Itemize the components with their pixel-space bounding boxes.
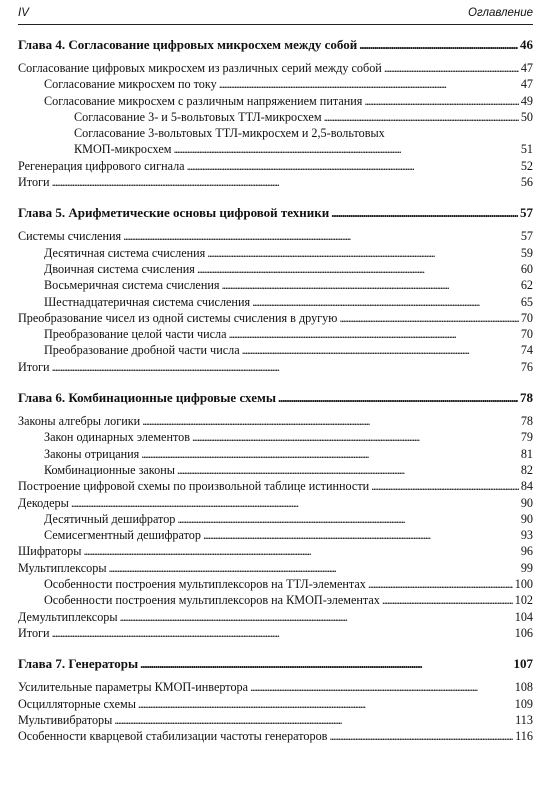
page-ref: 56 [520, 175, 533, 190]
page-ref: 113 [515, 712, 533, 727]
leader-dots [187, 158, 519, 174]
entry-title: Десятичный дешифратор [44, 511, 176, 526]
leader-dots [368, 576, 513, 592]
toc-entry[interactable] [18, 125, 533, 158]
page-ref: 78 [520, 390, 533, 406]
entry-title: Декодеры [18, 495, 69, 510]
leader-dots [329, 728, 513, 744]
leader-dots [177, 462, 519, 478]
leader-dots [384, 60, 519, 76]
toc-entry[interactable] [18, 76, 533, 92]
toc-entry[interactable] [18, 342, 533, 358]
chapter-section [18, 204, 533, 375]
entry-title: Преобразование чисел из одной системы счисления в другую [18, 310, 338, 325]
toc-entry[interactable] [18, 93, 533, 109]
entry-title: Двоичная система счисления [44, 261, 195, 276]
page-ref: 107 [513, 656, 533, 672]
leader-dots [371, 478, 519, 494]
leader-dots [339, 310, 518, 326]
page-ref: 82 [520, 462, 533, 477]
toc-entry[interactable] [18, 462, 533, 478]
leader-dots [221, 277, 518, 293]
page-ref: 90 [520, 495, 533, 510]
toc-entry[interactable] [18, 527, 533, 543]
chapter-section [18, 389, 533, 641]
leader-dots [142, 413, 519, 429]
leader-dots [52, 174, 519, 190]
entry-title: Закон одинарных элементов [44, 430, 190, 445]
chapter-heading[interactable] [18, 204, 533, 221]
entry-title: Мультиплексоры [18, 560, 107, 575]
page-ref: 47 [520, 77, 533, 92]
page-ref: 60 [520, 261, 533, 276]
toc-entry[interactable] [18, 228, 533, 244]
toc-entry[interactable] [18, 174, 533, 190]
leader-dots [140, 655, 511, 672]
entry-title: Десятичная система счисления [44, 245, 206, 260]
page-ref: 49 [520, 93, 533, 108]
toc-entry[interactable] [18, 359, 533, 375]
page-ref: 90 [520, 511, 533, 526]
page-ref: 51 [520, 142, 533, 157]
entry-title: Регенерация цифрового сигнала [18, 158, 185, 173]
toc-entry[interactable] [18, 277, 533, 293]
page-ref: 81 [520, 446, 533, 461]
chapter-title: Глава 5. Арифметические основы цифровой техники [18, 205, 330, 221]
entry-title: Комбинационные законы [44, 462, 175, 477]
page-ref: 65 [520, 294, 533, 309]
entry-title: Построение цифровой схемы по произвольной таблице истинности [18, 479, 370, 494]
chapter-section [18, 655, 533, 744]
leader-dots [138, 696, 513, 712]
entry-title: Шифраторы [18, 544, 82, 559]
page-ref: 59 [520, 245, 533, 260]
toc-entry[interactable] [18, 446, 533, 462]
entry-title: Согласование 3- и 5-вольтовых ТТЛ-микросхем [74, 109, 322, 124]
page-ref: 100 [514, 577, 533, 592]
running-header [18, 4, 533, 25]
leader-dots [141, 446, 519, 462]
toc-entry[interactable] [18, 478, 533, 494]
page-ref: 57 [520, 205, 533, 221]
chapter-title: Глава 4. Согласование цифровых микросхем между собой [18, 37, 358, 52]
toc-entry[interactable] [18, 728, 533, 744]
leader-dots [71, 495, 519, 511]
toc-entry[interactable] [18, 576, 533, 592]
toc-entry[interactable] [18, 326, 533, 342]
page-ref: 76 [520, 359, 533, 374]
toc-entry[interactable] [18, 696, 533, 712]
toc-entry[interactable] [18, 413, 533, 429]
page-ref: 96 [520, 544, 533, 559]
entry-title: Особенности построения мультиплексоров на ТТЛ-элементах [44, 577, 366, 592]
entry-title: Согласование 3-вольтовых ТТЛ-микросхем и 2,5-вольтовых [74, 126, 385, 141]
entry-title: Демультиплексоры [18, 609, 118, 624]
leader-dots [250, 679, 513, 695]
entry-title: Согласование микросхем по току [44, 77, 217, 92]
page-ref: 79 [520, 430, 533, 445]
leader-dots [52, 625, 513, 641]
leader-dots [120, 609, 513, 625]
leader-dots [278, 389, 518, 406]
toc-entry[interactable] [18, 429, 533, 445]
entry-title: Системы счисления [18, 229, 122, 244]
page-ref: 84 [520, 479, 533, 494]
leader-dots [331, 204, 518, 221]
entry-title: Мультивибраторы [18, 712, 113, 727]
entry-title: Согласование микросхем с различным напряжением питания [44, 93, 363, 108]
page-ref: 62 [520, 278, 533, 293]
toc-entry[interactable] [18, 60, 533, 76]
entry-title: Семисегментный дешифратор [44, 528, 201, 543]
toc-entry[interactable] [18, 592, 533, 608]
entry-title: Восьмеричная система счисления [44, 278, 220, 293]
page-ref: 47 [520, 61, 533, 75]
leader-dots [123, 228, 519, 244]
chapter-title: Глава 7. Генераторы [18, 656, 139, 672]
entry-title-continued: КМОП-микросхем [74, 142, 172, 157]
leader-dots [52, 359, 519, 375]
leader-dots [114, 712, 513, 728]
leader-dots [252, 294, 519, 310]
toc-entry[interactable] [18, 495, 533, 511]
chapter-heading[interactable] [18, 655, 533, 672]
entry-title: Законы отрицания [44, 446, 140, 461]
toc-entry[interactable] [18, 543, 533, 559]
toc-entry[interactable] [18, 679, 533, 695]
toc-entry[interactable] [18, 625, 533, 641]
page-ref: 78 [520, 414, 533, 429]
page-ref: 104 [514, 609, 533, 624]
entry-title: Преобразование дробной части числа [44, 343, 240, 358]
page-ref: 109 [514, 696, 533, 711]
toc-entry[interactable] [18, 158, 533, 174]
toc-entry[interactable] [18, 245, 533, 261]
page-ref: 52 [520, 158, 533, 173]
chapter-title: Глава 6. Комбинационные цифровые схемы [18, 390, 276, 406]
entry-title: Итоги [18, 359, 50, 374]
page-ref: 74 [520, 343, 533, 358]
section-title: Оглавление [468, 7, 533, 19]
page-ref: 102 [514, 593, 533, 608]
entry-title: Особенности построения мультиплексоров на КМОП-элементах [44, 593, 380, 608]
entry-title: Итоги [18, 175, 50, 190]
leader-dots [197, 261, 519, 277]
page-ref: 116 [515, 729, 533, 744]
entry-title: Согласование цифровых микросхем из различных серий между собой [18, 61, 382, 75]
leader-dots [203, 527, 519, 543]
table-of-contents [18, 36, 533, 758]
chapter-heading[interactable] [18, 36, 533, 53]
leader-dots [359, 36, 518, 53]
toc-entry[interactable] [18, 511, 533, 527]
page-ref: 70 [520, 327, 533, 342]
leader-dots [207, 245, 519, 261]
leader-dots [364, 93, 518, 109]
entry-title: Осцилляторные схемы [18, 696, 136, 711]
page-ref: 46 [520, 37, 533, 52]
toc-entry[interactable] [18, 294, 533, 310]
page-ref: 93 [520, 528, 533, 543]
leader-dots [324, 109, 519, 125]
page-ref: 106 [514, 625, 533, 640]
leader-dots [173, 141, 518, 157]
toc-entry[interactable] [18, 560, 533, 576]
leader-dots [229, 326, 519, 342]
entry-title: Усилительные параметры КМОП-инвертора [18, 680, 249, 695]
leader-dots [219, 76, 519, 92]
page-ref: 99 [520, 560, 533, 575]
toc-entry[interactable] [18, 712, 533, 728]
entry-title: Шестнадцатеричная система счисления [44, 294, 251, 309]
page-ref: 50 [520, 109, 533, 124]
toc-entry[interactable] [18, 261, 533, 277]
leader-dots [242, 342, 519, 358]
leader-dots [109, 560, 519, 576]
toc-entry[interactable] [18, 310, 533, 326]
leader-dots [382, 592, 513, 608]
page-ref: 70 [520, 310, 533, 325]
leader-dots [177, 511, 518, 527]
page-ref: 57 [520, 229, 533, 244]
entry-title: Преобразование целой части числа [44, 327, 227, 342]
entry-title: Особенности кварцевой стабилизации частоты генераторов [18, 729, 328, 744]
chapter-section [18, 36, 533, 190]
leader-dots [83, 543, 518, 559]
toc-entry[interactable] [18, 609, 533, 625]
toc-entry[interactable] [18, 109, 533, 125]
page-number: IV [18, 7, 29, 19]
chapter-heading[interactable] [18, 389, 533, 406]
leader-dots [192, 429, 519, 445]
entry-title: Итоги [18, 625, 50, 640]
page-ref: 108 [514, 680, 533, 695]
entry-title: Законы алгебры логики [18, 414, 141, 429]
